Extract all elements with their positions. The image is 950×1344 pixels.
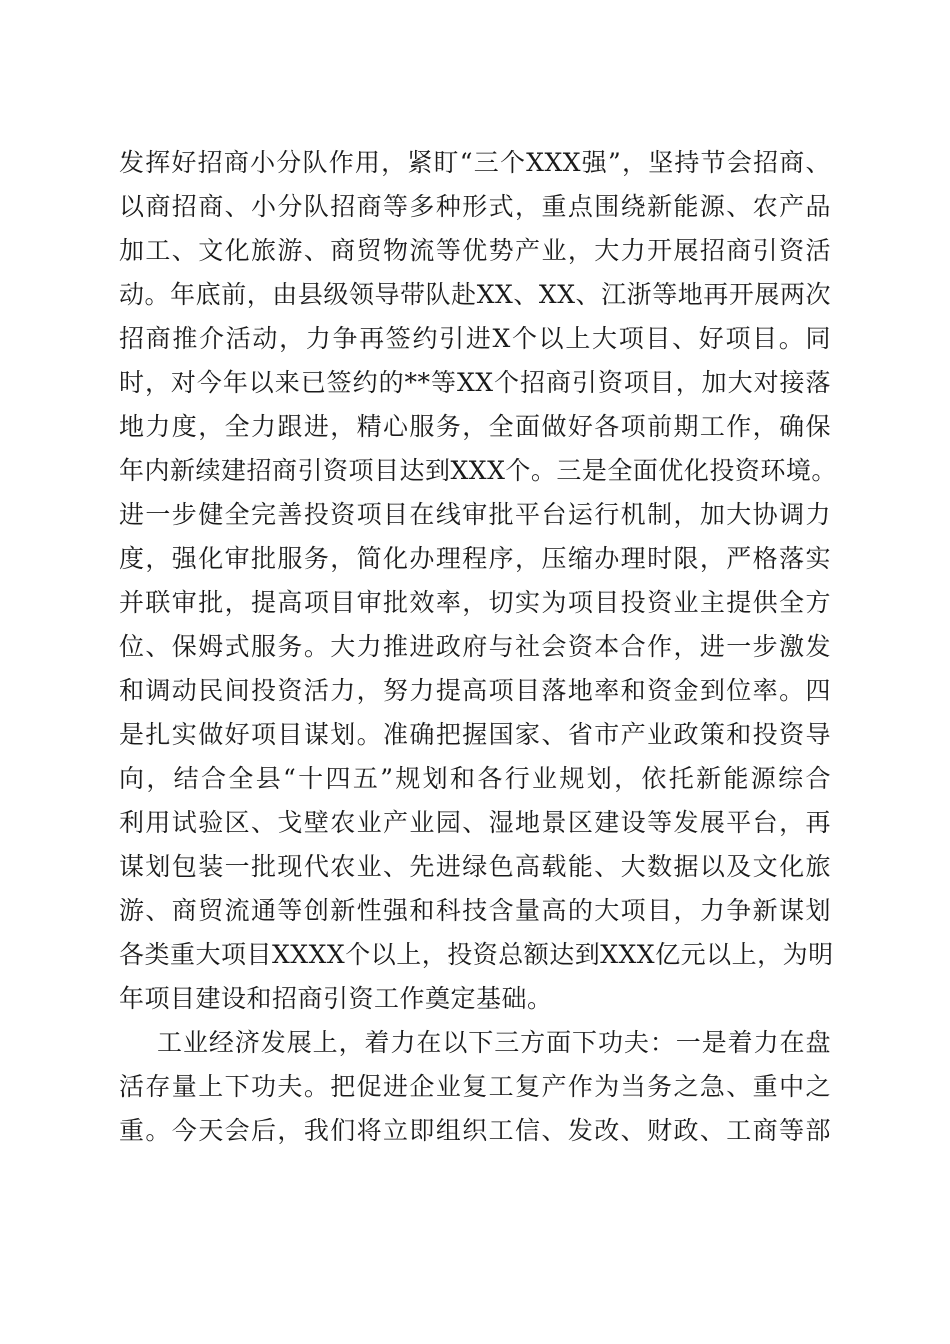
text-line: 向，结合全县“十四五”规划和各行业规划，依托新能源综合 [119,764,831,793]
text-line: 并联审批，提高项目审批效率，切实为项目投资业主提供全方 [119,588,831,617]
text-line: 是扎实做好项目谋划。准确把握国家、省市产业政策和投资导 [119,720,831,749]
text-line: 加工、文化旅游、商贸物流等优势产业，大力开展招商引资活 [119,236,831,265]
text-line: 谋划包装一批现代农业、先进绿色高载能、大数据以及文化旅 [119,852,831,881]
text-line: 利用试验区、戈壁农业产业园、湿地景区建设等发展平台，再 [119,808,831,837]
text-line: 工业经济发展上，着力在以下三方面下功夫：一是着力在盘 [157,1028,831,1057]
text-line: 发挥好招商小分队作用，紧盯“三个XXX强”，坚持节会招商、 [119,148,831,177]
text-line: 游、商贸流通等创新性强和科技含量高的大项目，力争新谋划 [119,896,831,925]
text-line: 招商推介活动，力争再签约引进X个以上大项目、好项目。同 [119,324,831,353]
text-line: 各类重大项目XXXX个以上，投资总额达到XXX亿元以上，为明 [119,940,834,969]
text-line: 进一步健全完善投资项目在线审批平台运行机制，加大协调力 [119,500,831,529]
text-line: 度，强化审批服务，简化办理程序，压缩办理时限，严格落实 [119,544,831,573]
text-line: 时，对今年以来已签约的**等XX个招商引资项目，加大对接落 [119,368,831,397]
text-line: 地力度，全力跟进，精心服务，全面做好各项前期工作，确保 [119,412,831,441]
text-line: 年项目建设和招商引资工作奠定基础。 [119,984,553,1013]
text-line: 位、保姆式服务。大力推进政府与社会资本合作，进一步激发 [119,632,831,661]
text-line: 以商招商、小分队招商等多种形式，重点围绕新能源、农产品 [119,192,831,221]
text-line: 年内新续建招商引资项目达到XXX个。三是全面优化投资环境。 [119,456,837,485]
text-line: 和调动民间投资活力，努力提高项目落地率和资金到位率。四 [119,676,831,705]
text-line: 重。今天会后，我们将立即组织工信、发改、财政、工商等部 [119,1116,831,1145]
text-line: 活存量上下功夫。把促进企业复工复产作为当务之急、重中之 [119,1072,831,1101]
text-line: 动。年底前，由县级领导带队赴XX、XX、江浙等地再开展两次 [119,280,831,309]
